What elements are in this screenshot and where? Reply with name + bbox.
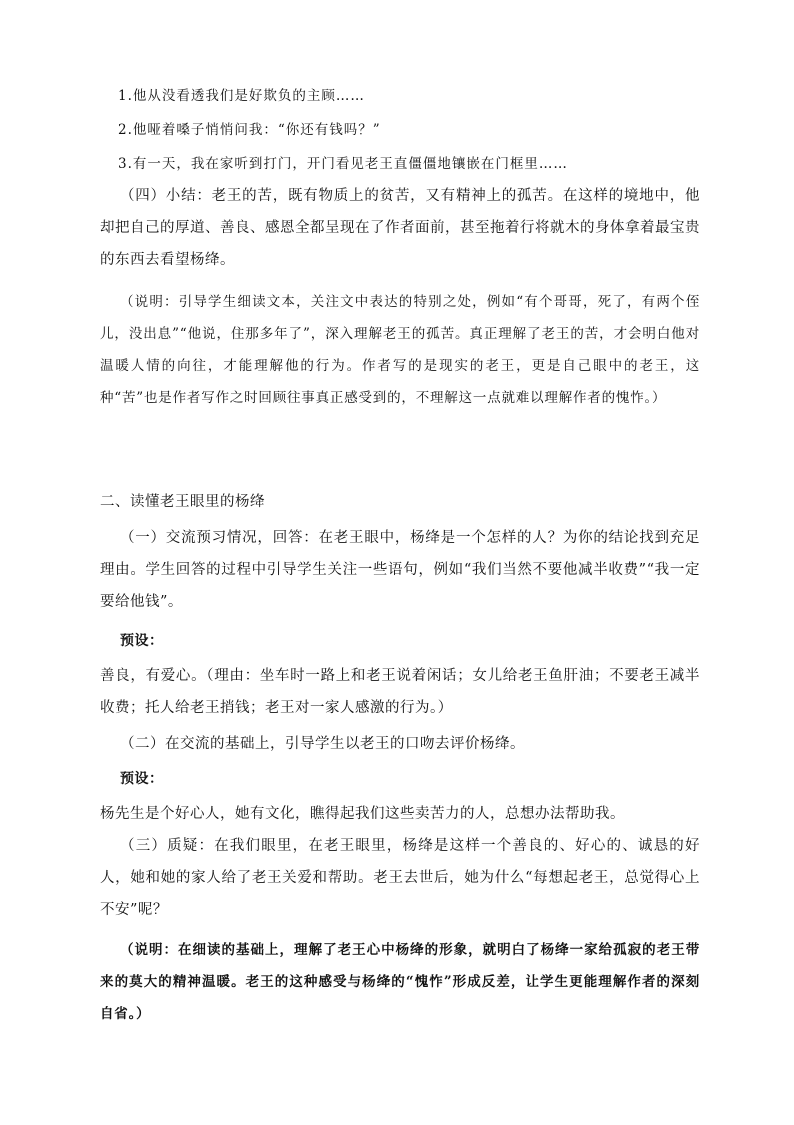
explanation-note-1: （说明：引导学生细读文本，关注文中表达的特别之处，例如“有个哥哥，死了，有两个侄儿，没出息”“他说，住那多年了”，深入理解老王的孤苦。真正理解了老王的苦，才会明白他对温暖人情的向往，才能理解他的行为。作者写的是现实的老王，更是自己眼中的老王，这种“苦”也是作者写作之时回顾往事真正感受到的，不理解这一点就难以理解作者的愧怍。）	[100, 294, 700, 406]
explanation-note-2: （说明：在细读的基础上，理解了老王心中杨绛的形象，就明白了杨绛一家给孤寂的老王带来的莫大的精神温暖。老王的这种感受与杨绛的“愧怍”形成反差，让学生更能理解作者的深刻自省。）	[100, 942, 700, 1022]
preset-label-1: 预设：	[120, 633, 164, 649]
list-item-2: 2.他哑着嗓子悄悄问我：“你还有钱吗？”	[118, 122, 381, 138]
list-item-3: 3.有一天，我在家听到打门，开门看见老王直僵僵地镶嵌在门框里……	[118, 156, 568, 172]
question-part-1: （一）交流预习情况，回答：在老王眼中，杨绛是一个怎样的人？为你的结论找到充足理由。学生回答的过程中引导学生关注一些语句，例如“我们当然不要他减半收费”“我一定要给他钱”。	[100, 530, 700, 610]
list-item-1: 1.他从没看透我们是好欺负的主顾……	[118, 88, 365, 104]
preset-answer-1: 善良，有爱心。（理由：坐车时一路上和老王说着闲话；女儿给老王鱼肝油；不要老王减半收费；托人给老王捎钱；老王对一家人感激的行为。）	[100, 668, 700, 716]
section-heading: 二、读懂老王眼里的杨绛	[100, 494, 265, 510]
question-part-2: （二）在交流的基础上，引导学生以老王的口吻去评价杨绛。	[120, 736, 525, 752]
preset-answer-2: 杨先生是个好心人，她有文化，瞧得起我们这些卖苦力的人，总想办法帮助我。	[100, 806, 625, 822]
summary-paragraph: （四）小结：老王的苦，既有物质上的贫苦，又有精神上的孤苦。在这样的境地中，他却把自己的厚道、善良、感恩全都呈现在了作者面前，甚至拖着行将就木的身体拿着最宝贵的东西去看望杨绛。	[100, 188, 700, 268]
preset-label-2: 预设：	[120, 771, 164, 787]
question-part-3: （三）质疑：在我们眼里，在老王眼里，杨绛是这样一个善良的、好心的、诚恳的好人，她和她的家人给了老王关爱和帮助。老王去世后，她为什么“每想起老王，总觉得心上不安”呢？	[100, 838, 700, 918]
